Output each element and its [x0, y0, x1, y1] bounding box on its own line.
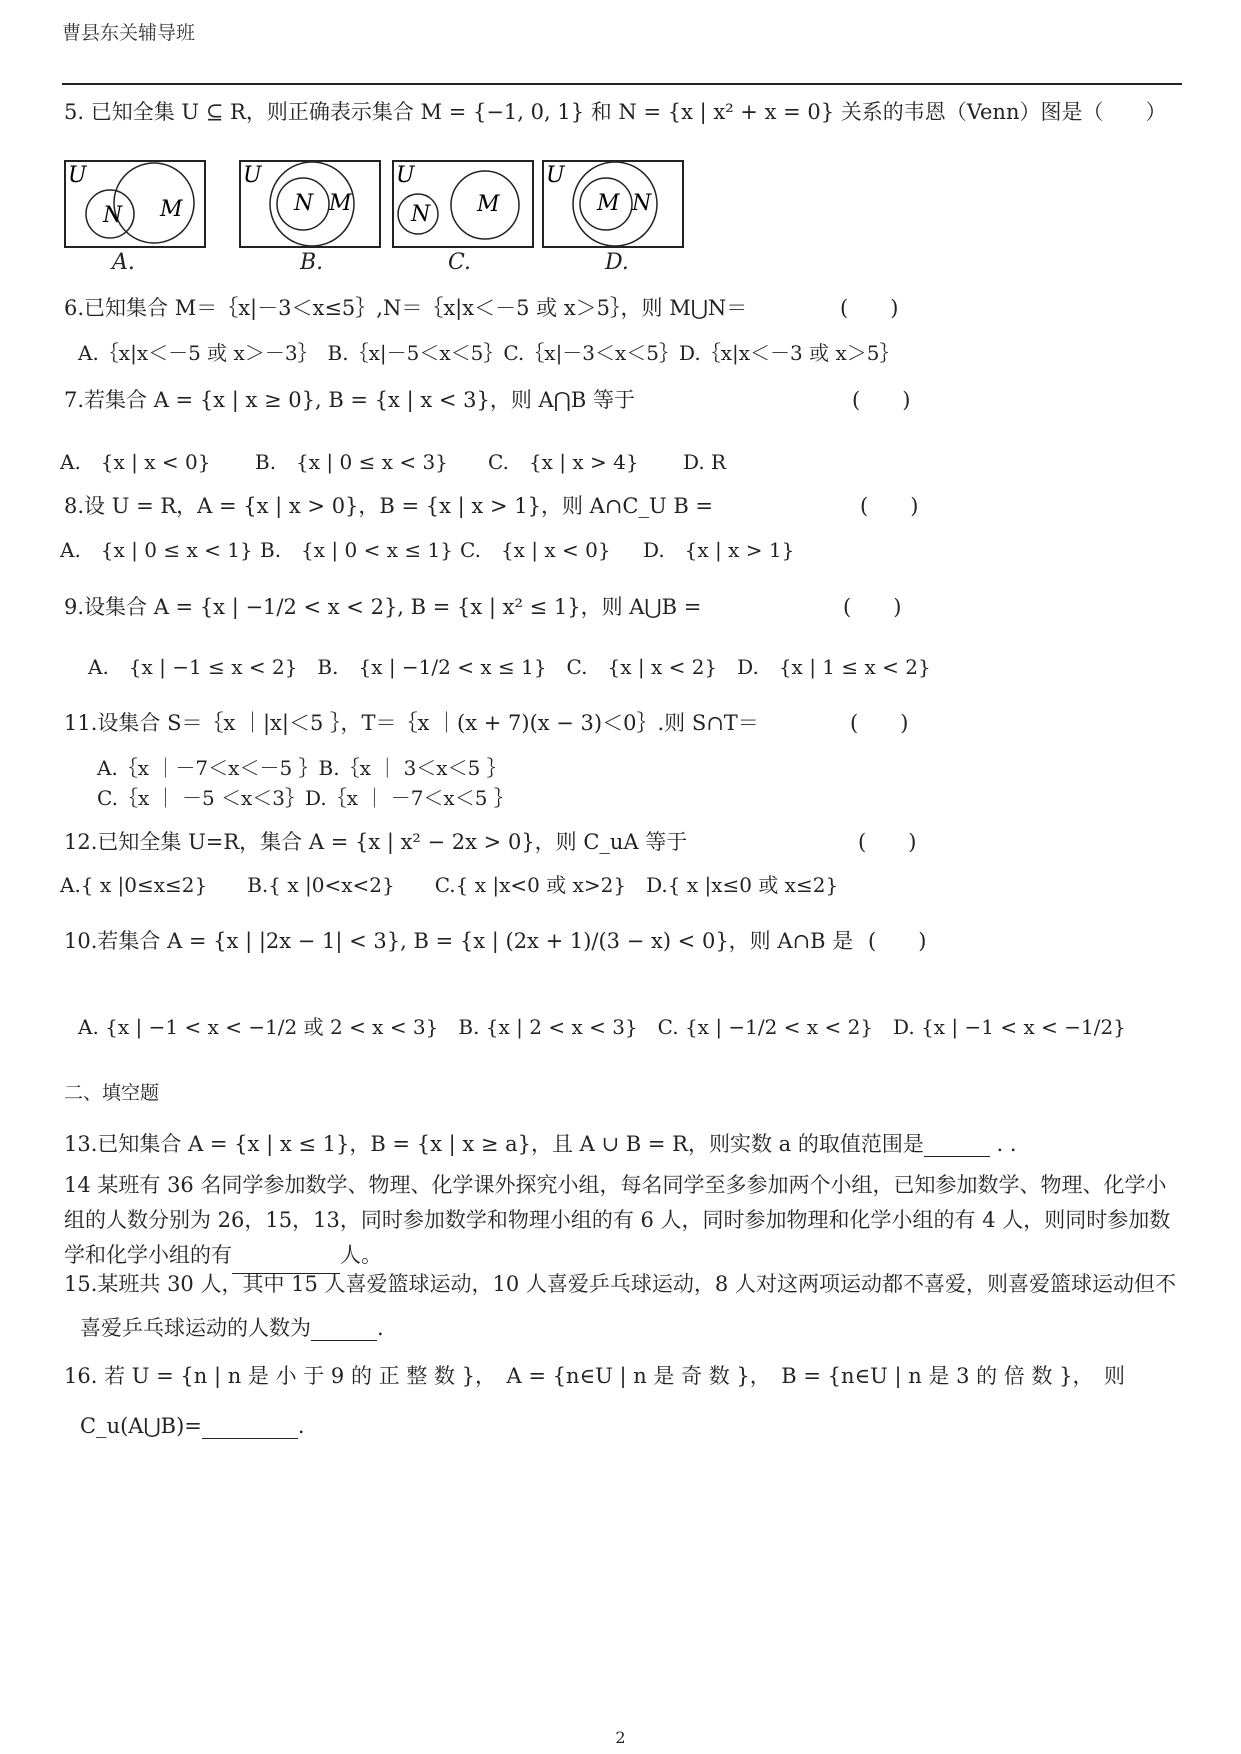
q8-option-d: D. {x | x > 1}	[643, 538, 795, 562]
q9-answer-paren: ( )	[843, 595, 902, 619]
q10-stem: 10.若集合 A = {x | |2x − 1| < 3}, B = {x | (2x + 1)/(3 − x) < 0}，则 A∩B 是	[64, 929, 854, 953]
venn-b-u-label: U	[243, 163, 262, 188]
q12-answer-paren: ( )	[858, 830, 917, 854]
q7-answer-paren: ( )	[852, 388, 911, 412]
venn-diagram-c	[392, 160, 534, 250]
q15-line2	[80, 1312, 384, 1342]
q16-answer-blank[interactable]	[202, 1414, 298, 1439]
q14-item	[64, 1168, 1176, 1274]
venn-a-m-label: M	[160, 197, 183, 222]
q13-stem: 13.已知集合 A = {x | x ≤ 1}，B = {x | x ≥ a}，且 A ∪ B = R，则实数 a 的取值范围是	[64, 1132, 924, 1156]
q16-stem-end: C_u(A⋃B)=	[80, 1414, 202, 1438]
venn-a-u-label: U	[68, 163, 87, 188]
venn-c-option: C.	[448, 250, 472, 275]
venn-diagram-b	[239, 160, 381, 250]
q14-tail: 人。	[340, 1243, 382, 1267]
section-fill-in-title: 二、填空题	[64, 1082, 160, 1104]
q8-option-c: C. {x | x < 0}	[460, 538, 611, 562]
q11-stem: 11.设集合 S＝｛x ｜|x|＜5 ｝，T＝｛x ｜(x + 7)(x − 3)＜0｝.则 S∩T＝	[64, 711, 759, 735]
venn-a-option: A.	[112, 250, 135, 275]
q9-options: A. {x | −1 ≤ x < 2} B. {x | −1/2 < x ≤ 1} C. {x | x < 2} D. {x | 1 ≤ x < 2}	[88, 655, 931, 679]
venn-d-n-label: N	[632, 191, 652, 216]
venn-b-option: B.	[300, 250, 324, 275]
q5-stem: 5. 已知全集 U ⊆ R，则正确表示集合 M = {−1, 0, 1} 和 N = {x | x² + x = 0} 关系的韦恩（Venn）图是（ ）	[64, 100, 1167, 124]
q14-stem: 14 某班有 36 名同学参加数学、物理、化学课外探究小组，每名同学至多参加两个小组，已知参加数学、物理、化学小组的人数分别为 26，15，13，同时参加数学和物理小组的有 6 人，同时参加物理和化学小组的有 4 人，则同时参加数学和化学小组的有	[64, 1173, 1171, 1267]
q12-stem: 12.已知全集 U=R，集合 A = {x | x² − 2x > 0}，则 C_uA 等于	[64, 830, 688, 854]
q13-item	[64, 1128, 1017, 1158]
venn-d-m-label: M	[597, 191, 620, 216]
q11-options-ab: A.｛x ｜－7＜x＜－5 ｝B.｛x ｜ 3＜x＜5 ｝	[97, 756, 507, 780]
q11-options-cd: C.｛x ｜ －5 ＜x＜3｝D.｛x ｜ －7＜x＜5 ｝	[97, 786, 514, 810]
q6-answer-paren: ( )	[840, 296, 899, 320]
q7-option-a: A. {x | x < 0}	[60, 450, 211, 474]
q8-answer-paren: ( )	[860, 494, 919, 518]
venn-b-m-label: M	[329, 191, 352, 216]
q10-answer-paren: ( )	[868, 929, 927, 953]
q15-stem-end: 喜爱乒乓球运动的人数为	[80, 1316, 311, 1340]
q6-options: A.｛x|x＜－5 或 x＞－3｝ B.｛x|－5＜x＜5｝C.｛x|－3＜x＜5｝D.｛x|x＜－3 或 x＞5｝	[78, 341, 900, 365]
q7-option-c: C. {x | x > 4}	[488, 450, 639, 474]
q8-stem: 8.设 U = R，A = {x | x > 0}，B = {x | x > 1}，则 A∩C_U B =	[64, 494, 714, 518]
q16-tail: .	[297, 1414, 305, 1438]
q8-option-a: A. {x | 0 ≤ x < 1}	[60, 538, 253, 562]
venn-d-option: D.	[605, 250, 629, 275]
venn-b-n-label: N	[294, 191, 314, 216]
q13-answer-blank[interactable]	[924, 1132, 990, 1157]
q16-line2	[80, 1414, 305, 1439]
q7-option-b: B. {x | 0 ≤ x < 3}	[255, 450, 448, 474]
q15-tail: .	[377, 1316, 384, 1340]
q12-options: A.{ x |0≤x≤2} B.{ x |0<x<2} C.{ x |x<0 或 x>2} D.{ x |x≤0 或 x≤2}	[60, 873, 839, 897]
header-rule	[62, 83, 1182, 85]
q13-tail: . .	[989, 1132, 1017, 1156]
page-number: 2	[615, 1728, 626, 1747]
q7-option-d: D. R	[683, 450, 727, 474]
venn-c-u-label: U	[396, 163, 415, 188]
q10-options: A. {x | −1 < x < −1/2 或 2 < x < 3} B. {x | 2 < x < 3} C. {x | −1/2 < x < 2} D. {x | −1 < x < −1/2}	[78, 1015, 1126, 1039]
venn-a-n-label: N	[103, 203, 123, 228]
page-header: 曹县东关辅导班	[62, 22, 196, 44]
q16-line1: 16. 若 U = {n | n 是 小 于 9 的 正 整 数 }， A = {n∈U | n 是 奇 数 }， B = {n∈U | n 是 3 的 倍 数 }， 则	[64, 1364, 1126, 1388]
q7-stem: 7.若集合 A = {x | x ≥ 0}, B = {x | x < 3}，则 A⋂B 等于	[64, 388, 636, 412]
q9-stem: 9.设集合 A = {x | −1/2 < x < 2}, B = {x | x² ≤ 1}，则 A⋃B =	[64, 595, 702, 619]
venn-c-n-label: N	[411, 202, 431, 227]
venn-c-m-label: M	[477, 192, 500, 217]
q11-answer-paren: ( )	[850, 711, 909, 735]
q15-answer-blank[interactable]	[311, 1316, 377, 1341]
venn-d-u-label: U	[546, 163, 565, 188]
venn-diagram-a	[64, 160, 206, 250]
q8-option-b: B. {x | 0 < x ≤ 1}	[260, 538, 453, 562]
q15-line1: 15.某班共 30 人，其中 15 人喜爱篮球运动，10 人喜爱乒乓球运动，8 人对这两项运动都不喜爱，则喜爱篮球运动但不	[64, 1272, 1176, 1296]
venn-diagram-d	[542, 160, 684, 250]
q6-stem: 6.已知集合 M＝｛x|－3＜x≤5｝,N＝｛x|x＜－5 或 x＞5｝，则 M⋃N＝	[64, 296, 748, 320]
